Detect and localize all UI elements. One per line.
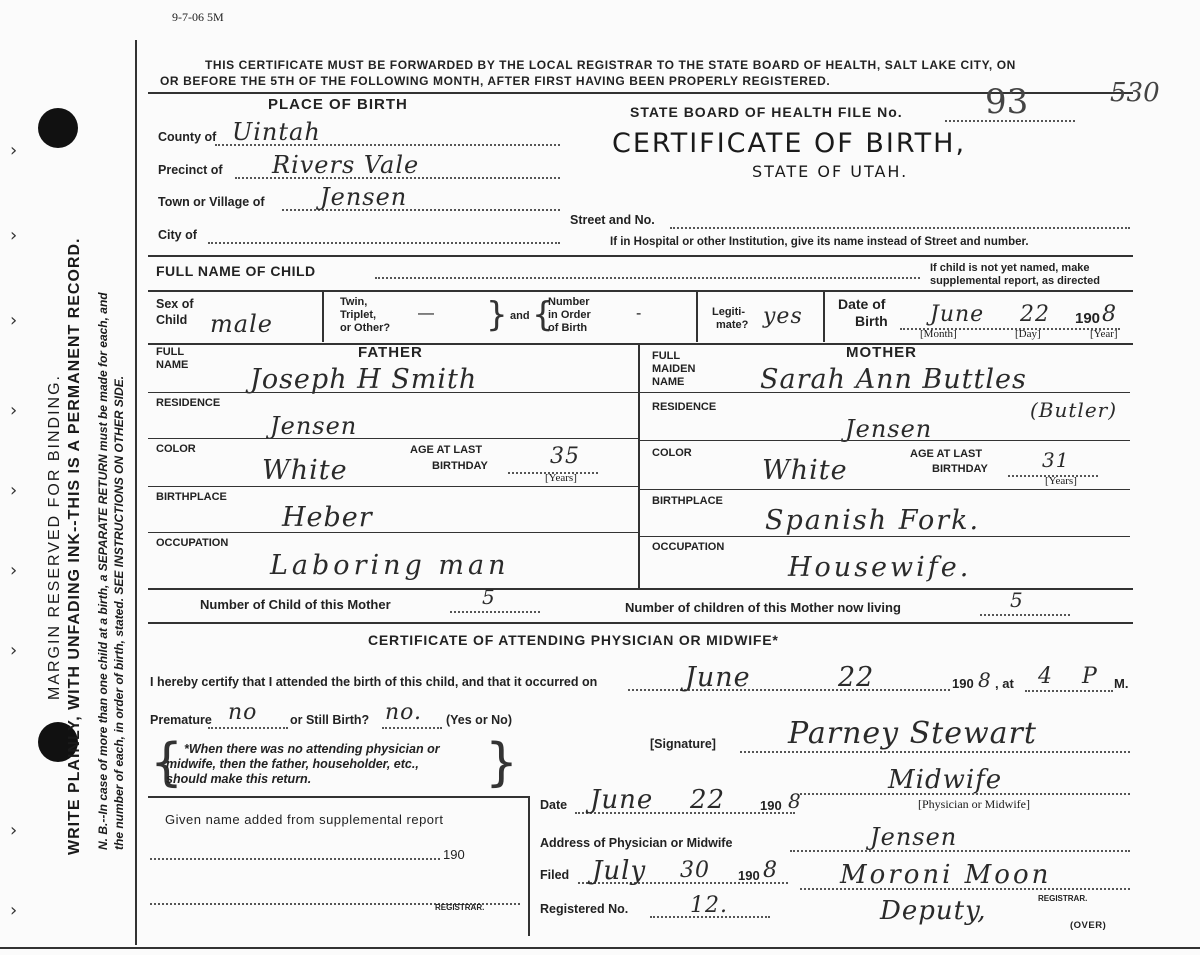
m-label: M. [1114, 676, 1129, 691]
mother-occupation: Housewife. [788, 552, 972, 583]
not-named-note2: supplemental report, as directed [930, 275, 1100, 287]
sex-label: Sex of [156, 297, 194, 311]
child-name-line [375, 277, 920, 279]
row-rule [640, 392, 1130, 393]
mother-residence: Jensen [845, 415, 933, 443]
supplemental-top [148, 796, 530, 798]
child-number: 5 [482, 585, 496, 609]
day-caption: [Day] [1015, 328, 1041, 340]
section-rule [148, 588, 1133, 590]
section-rule [148, 255, 1133, 257]
legitimate-label-2: mate? [716, 319, 749, 331]
brace: } [486, 295, 508, 335]
father-name: Joseph H Smith [250, 364, 478, 395]
father-occupation-label: OCCUPATION [156, 537, 229, 549]
mother-heading: MOTHER [846, 344, 917, 361]
mother-color: White [762, 455, 848, 486]
county-value: Uintah [232, 118, 321, 146]
binding-hole [38, 108, 78, 148]
certificate-title: CERTIFICATE OF BIRTH, [612, 128, 967, 159]
signature-line [740, 751, 1130, 753]
month-caption: [Month] [920, 328, 957, 340]
brace: } [485, 733, 519, 793]
nb-note-line2: the number of each, in order of birth, stated. SEE INSTRUCTIONS ON OTHER SIDE. [112, 375, 126, 850]
legitimate-label: Legiti- [712, 306, 745, 318]
address-label: Address of Physician or Midwife [540, 836, 733, 850]
date-year-prefix: 190 [760, 798, 782, 813]
birth-month: June [930, 302, 985, 327]
place-of-birth-heading: PLACE OF BIRTH [268, 96, 408, 113]
sex-value: male [210, 310, 273, 338]
father-birthplace-label: BIRTHPLACE [156, 491, 227, 503]
title-line [800, 793, 1130, 795]
child-name-label: FULL NAME OF CHILD [156, 263, 316, 279]
father-occupation: Laboring man [270, 550, 510, 581]
filed-day: 30 [680, 858, 710, 883]
date-day: 22 [690, 785, 726, 815]
margin-mark: › [10, 480, 18, 501]
father-age-label: AGE AT LAST [410, 444, 483, 456]
supplemental-year-prefix: 190 [443, 847, 465, 862]
certificate-subtitle: STATE OF UTAH. [752, 162, 909, 181]
stillbirth-line [382, 727, 442, 729]
cell-divider [696, 290, 698, 342]
living-number: 5 [1010, 588, 1024, 612]
margin-mark: › [10, 225, 18, 246]
nb-note-line1: N. B.--In case of more than one child at a birth, a SEPARATE RETURN must be made for each, and [96, 292, 110, 850]
street-label: Street and No. [570, 213, 655, 227]
file-number-label: STATE BOARD OF HEALTH FILE No. [630, 104, 903, 120]
hospital-note: If in Hospital or other Institution, give its name instead of Street and number. [610, 236, 1029, 248]
occurred-ampm: P [1082, 664, 1098, 689]
margin-mark: › [10, 140, 18, 161]
mother-birthplace-label: BIRTHPLACE [652, 495, 723, 507]
over-note: (OVER) [1070, 920, 1107, 931]
occurred-line [628, 689, 950, 691]
row-rule [148, 532, 638, 533]
binding-note: MARGIN RESERVED FOR BINDING. [46, 374, 63, 700]
twin-label: Twin, [340, 296, 368, 308]
parents-divider [638, 343, 640, 588]
note-line3: should make this return. [166, 772, 312, 786]
legitimate-value: yes [763, 304, 803, 329]
file-number-value: 93 [985, 82, 1029, 122]
father-birthplace: Heber [282, 502, 373, 533]
precinct-label: Precinct of [158, 163, 223, 177]
birth-date-label-2: Birth [855, 313, 888, 329]
date-year: 8 [788, 789, 802, 813]
cell-divider [823, 290, 825, 342]
at-label: , at [995, 676, 1014, 691]
city-line [208, 242, 560, 244]
town-value: Jensen [320, 183, 408, 211]
premature-label: Premature [150, 713, 212, 727]
occurred-year: 8 [978, 668, 992, 692]
physician-heading: CERTIFICATE OF ATTENDING PHYSICIAN OR MIDWIFE* [368, 632, 779, 648]
order-label-2: in Order [548, 309, 591, 321]
instruction-line1: THIS CERTIFICATE MUST BE FORWARDED BY THE LOCAL REGISTRAR TO THE STATE BOARD OF HEALTH, SALT LAKE CITY, ON [205, 58, 1016, 72]
father-residence-label: RESIDENCE [156, 397, 221, 409]
supplemental-line [150, 858, 440, 860]
supplemental-divider [528, 796, 530, 936]
precinct-value: Rivers Vale [272, 151, 420, 179]
occurred-year-prefix: 190 [952, 676, 974, 691]
father-residence: Jensen [270, 412, 358, 440]
margin-mark: › [10, 900, 18, 921]
father-color: White [262, 455, 348, 486]
row-rule [640, 440, 1130, 441]
child-number-label: Number of Child of this Mother [200, 597, 391, 612]
margin-mark: › [10, 640, 18, 661]
twin-value: — [418, 305, 434, 322]
date-label: Date [540, 798, 568, 812]
filed-year: 8 [763, 858, 778, 883]
row-rule [640, 489, 1130, 490]
mother-name-label: NAME [652, 376, 685, 388]
birth-day: 22 [1020, 302, 1050, 327]
row-rule [148, 486, 638, 487]
child-number-line [450, 611, 540, 613]
filed-month: July [592, 856, 647, 886]
order-value: - [636, 305, 642, 322]
stillbirth-label: or Still Birth? [290, 713, 370, 727]
signature-value: Parney Stewart [788, 716, 1037, 751]
supplemental-heading: Given name added from supplemental report [165, 812, 444, 827]
row-rule [148, 438, 638, 439]
filed-label: Filed [540, 868, 570, 882]
title-written: Midwife [888, 765, 1003, 795]
brace: { [532, 295, 554, 335]
hour-line [1025, 690, 1113, 692]
order-label-3: of Birth [548, 322, 588, 334]
mother-maiden-label: MAIDEN [652, 363, 696, 375]
row-rule [640, 536, 1130, 537]
sex-label-2: Child [156, 313, 188, 327]
city-label: City of [158, 228, 197, 242]
birth-year: 8 [1102, 302, 1117, 327]
mother-age-label: AGE AT LAST [910, 448, 983, 460]
filed-year-prefix: 190 [738, 868, 760, 883]
mother-birthplace: Spanish Fork. [765, 505, 981, 536]
father-color-label: COLOR [156, 443, 196, 455]
mother-full-label: FULL [652, 350, 681, 362]
permanent-record-note: WRITE PLAINLY, WITH UNFADING INK--THIS IS A PERMANENT RECORD. [66, 237, 83, 855]
mother-age: 31 [1042, 448, 1070, 472]
mother-name-note: (Butler) [1030, 398, 1118, 422]
other-label: or Other? [340, 322, 391, 334]
father-full-label: FULL [156, 346, 185, 358]
mother-name: Sarah Ann Buttles [760, 364, 1027, 395]
registered-label: Registered No. [540, 902, 629, 916]
stillbirth-value: no. [385, 700, 423, 725]
corner-number: 530 [1110, 78, 1160, 108]
section-rule [148, 343, 1133, 345]
deputy-signature: Deputy, [880, 896, 987, 926]
margin-mark: › [10, 310, 18, 331]
living-line [980, 614, 1070, 616]
street-line [670, 227, 1130, 229]
living-label: Number of children of this Mother now living [625, 600, 901, 615]
mother-years-caption: [Years] [1045, 475, 1077, 487]
signature-label: [Signature] [650, 737, 716, 751]
print-stamp: 9-7-06 5M [172, 10, 224, 24]
occurred-day: 22 [838, 662, 875, 693]
margin-mark: › [10, 820, 18, 841]
and-label: and [510, 310, 530, 322]
brace: { [150, 733, 184, 793]
occurred-hour: 4 [1038, 664, 1053, 689]
note-line2: midwife, then the father, householder, etc., [166, 757, 419, 771]
yes-no-hint: (Yes or No) [446, 713, 512, 727]
mother-age-label-2: BIRTHDAY [932, 463, 988, 475]
father-age-label-2: BIRTHDAY [432, 460, 488, 472]
instruction-line2: OR BEFORE THE 5TH OF THE FOLLOWING MONTH, AFTER FIRST HAVING BEEN PROPERLY REGISTERED. [160, 74, 831, 88]
page-bottom-edge [0, 947, 1200, 949]
margin-rule [135, 40, 137, 945]
triplet-label: Triplet, [340, 309, 377, 321]
row-rule [148, 392, 638, 393]
registrar-name: Moroni Moon [840, 860, 1052, 890]
year-caption: [Year] [1090, 328, 1118, 340]
county-label: County of [158, 130, 217, 144]
margin-mark: › [10, 560, 18, 581]
mother-color-label: COLOR [652, 447, 692, 459]
premature-line [208, 727, 288, 729]
registered-number: 12. [690, 893, 728, 918]
father-years-caption: [Years] [545, 472, 577, 484]
father-age: 35 [550, 444, 580, 469]
title-caption: [Physician or Midwife] [918, 797, 1030, 811]
address-line [790, 850, 1130, 852]
occurred-month: June [685, 662, 751, 693]
margin-mark: › [10, 400, 18, 421]
town-label: Town or Village of [158, 195, 265, 209]
father-name-label: NAME [156, 359, 189, 371]
date-month: June [590, 785, 654, 815]
registrar-label: REGISTRAR. [1038, 894, 1088, 903]
mother-occupation-label: OCCUPATION [652, 541, 725, 553]
address-value: Jensen [870, 823, 958, 851]
mother-residence-label: RESIDENCE [652, 401, 717, 413]
birth-date-label: Date of [838, 296, 886, 312]
section-rule [148, 622, 1133, 624]
father-heading: FATHER [358, 344, 423, 361]
certify-text: I hereby certify that I attended the birth of this child, and that it occurred on [150, 675, 598, 689]
order-label: Number [548, 296, 590, 308]
note-line1: *When there was no attending physician or [184, 742, 440, 756]
section-rule [148, 290, 1133, 292]
premature-value: no [228, 700, 258, 725]
birth-year-prefix: 190 [1075, 310, 1101, 327]
not-named-note1: If child is not yet named, make [930, 262, 1090, 274]
supplemental-registrar: REGISTRAR. [435, 903, 485, 912]
cell-divider [322, 290, 324, 342]
